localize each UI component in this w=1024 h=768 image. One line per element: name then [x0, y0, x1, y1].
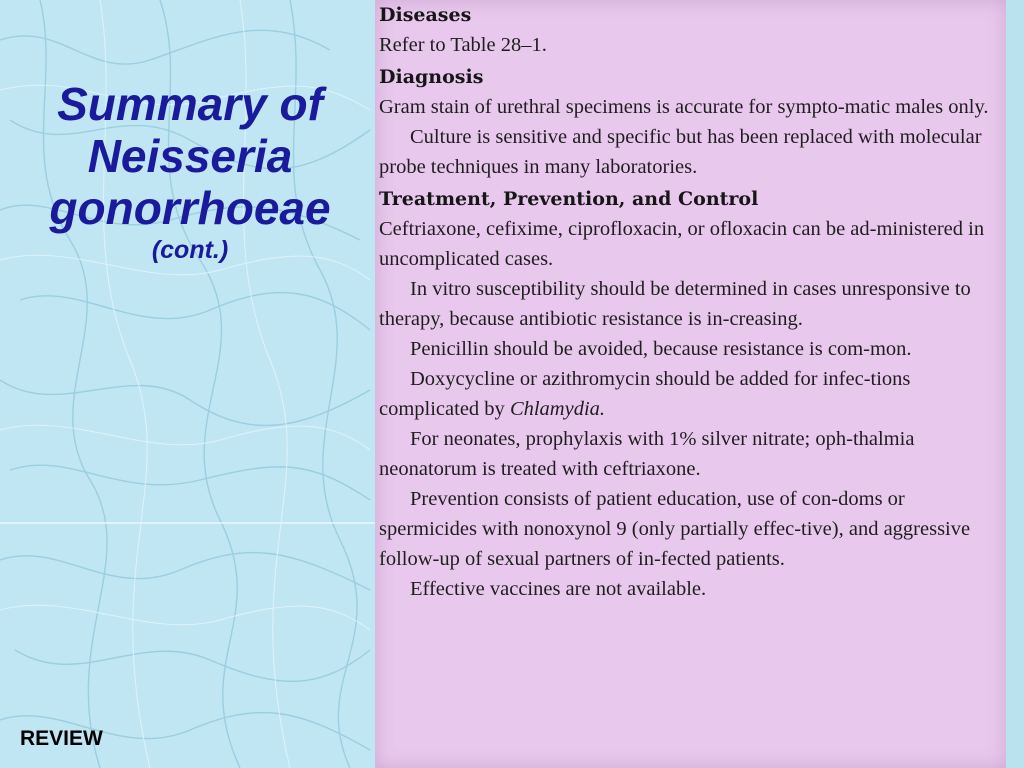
right-edge-strip [1006, 0, 1024, 768]
diagnosis-paragraph-2: Culture is sensitive and specific but has been replaced with molecular probe techniques in many laboratories. [379, 126, 982, 178]
slide-title [10, 78, 370, 266]
treatment-paragraph-3: Penicillin should be avoided, because resistance is com-mon. [410, 338, 912, 360]
title-line-3: gonorrhoeae [49, 182, 331, 234]
heading-treatment: Treatment, Prevention, and Control [379, 188, 759, 210]
title-line-1: Summary of [57, 78, 323, 130]
treatment-paragraph-5: For neonates, prophylaxis with 1% silver nitrate; oph-thalmia neonatorum is treated with ceftriaxone. [379, 428, 915, 480]
heading-diagnosis: Diagnosis [379, 66, 484, 88]
title-subtitle: (cont.) [151, 236, 229, 264]
treatment-paragraph-7: Effective vaccines are not available. [410, 578, 707, 600]
chlamydia-italic: Chlamydia. [509, 398, 606, 420]
diagnosis-paragraph-1: Gram stain of urethral specimens is accurate for sympto-matic males only. [379, 96, 989, 118]
diseases-text: Refer to Table 28–1. [379, 34, 547, 56]
treatment-paragraph-4 [379, 364, 1001, 424]
treatment-paragraph-6: Prevention consists of patient education, use of con-doms or spermicides with nonoxynol 9 (only partially effec-tive), and aggressive follow-up of sexual partners of in-fected patients. [379, 488, 971, 570]
treatment-paragraph-2: In vitro susceptibility should be determined in cases unresponsive to therapy, because antibiotic resistance is in-creasing. [379, 278, 971, 330]
heading-diseases: Diseases [379, 4, 472, 26]
treatment-paragraph-1: Ceftriaxone, cefixime, ciprofloxacin, or ofloxacin can be ad-ministered in uncomplicated cases. [379, 218, 985, 270]
page-text [379, 0, 1001, 604]
review-label: REVIEW [20, 727, 103, 750]
title-line-2: Neisseria [87, 130, 293, 182]
scanned-textbook-page [375, 0, 1006, 768]
treatment-paragraph-4-text: Doxycycline or azithromycin should be added for infec-tions complicated by [379, 368, 911, 420]
